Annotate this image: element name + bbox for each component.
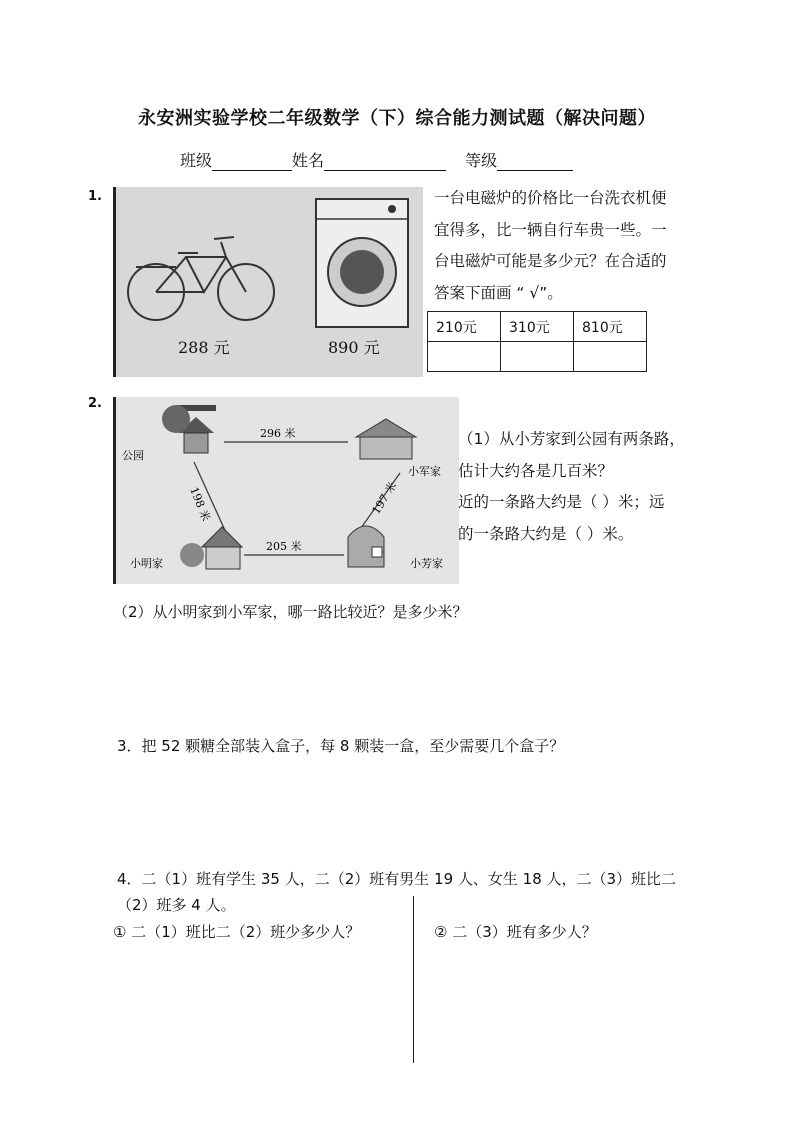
q1-line: 答案下面画 “ √”。 [434,283,563,302]
distance-left: 198 米 [187,485,213,524]
q2-part1 [458,424,758,550]
q2-line: 近的一条路大约是（ ）米；远 [458,493,665,511]
q1-number: 1. [88,189,102,204]
label-xiaojun: 小军家 [408,465,441,478]
house-xiaoming-icon [180,527,242,569]
grade-blank[interactable] [497,152,573,171]
house-xiaofang-icon [348,526,384,567]
q2-line: （1）从小芳家到公园有两条路， [458,430,685,448]
answer-cell-810[interactable] [574,342,647,372]
name-blank[interactable] [324,152,446,171]
q1-picture [113,187,423,377]
name-label: 姓名 [292,151,325,170]
q2-line: 估计大约各是几百米？ [458,461,614,480]
bicycle-washer-illustration [116,187,423,377]
label-xiaoming: 小明家 [130,557,163,570]
grade-label: 等级 [465,151,498,170]
label-xiaofang: 小芳家 [410,557,443,570]
page-title: 永安洲实验学校二年级数学（下）综合能力测试题（解决问题） [138,108,656,129]
distance-top: 296 米 [260,427,296,440]
q3-text: 3．把 52 颗糖全部装入盒子，每 8 颗装一盒，至少需要几个盒子？ [117,737,565,755]
q1-line: 台电磁炉可能是多少元？在合适的 [434,252,667,270]
label-park: 公园 [122,449,144,462]
q1-text [434,183,704,309]
q1-answer-table [427,311,647,372]
q2-line: 的一条路大约是（ ）米。 [458,524,634,543]
q2-number: 2. [88,396,102,411]
option-310: 310元 [501,312,574,342]
q1-line: 一台电磁炉的价格比一台洗衣机便 [434,189,667,207]
q4-line2: （2）班多 4 人。 [117,896,236,914]
washing-machine-icon [316,199,408,327]
distance-right: 197 米 [369,479,400,517]
option-210: 210元 [428,312,501,342]
answer-cell-210[interactable] [428,342,501,372]
column-divider [413,896,414,1063]
class-blank[interactable] [212,152,292,171]
header-fields [180,148,573,171]
route-map [116,397,459,584]
option-810: 810元 [574,312,647,342]
q1-line: 宜得多，比一辆自行车贵一些。一 [434,220,667,239]
bicycle-icon [128,237,274,320]
q2-part2: （2）从小明家到小军家，哪一路比较近？是多少米？ [113,603,468,621]
bike-price: 288 元 [178,338,230,357]
house-xiaojun-icon [356,419,416,459]
q4-sub1: ① 二（1）班比二（2）班少多少人？ [113,923,361,941]
class-label: 班级 [180,151,213,170]
answer-cell-310[interactable] [501,342,574,372]
distance-bottom: 205 米 [266,540,302,553]
q4-line1: 4．二（1）班有学生 35 人，二（2）班有男生 19 人、女生 18 人，二（3）班比二 [117,870,677,888]
q2-map [113,397,459,584]
q4-sub2: ② 二（3）班有多少人？ [434,923,597,941]
washer-price: 890 元 [328,338,380,357]
pavilion-icon [162,405,216,453]
